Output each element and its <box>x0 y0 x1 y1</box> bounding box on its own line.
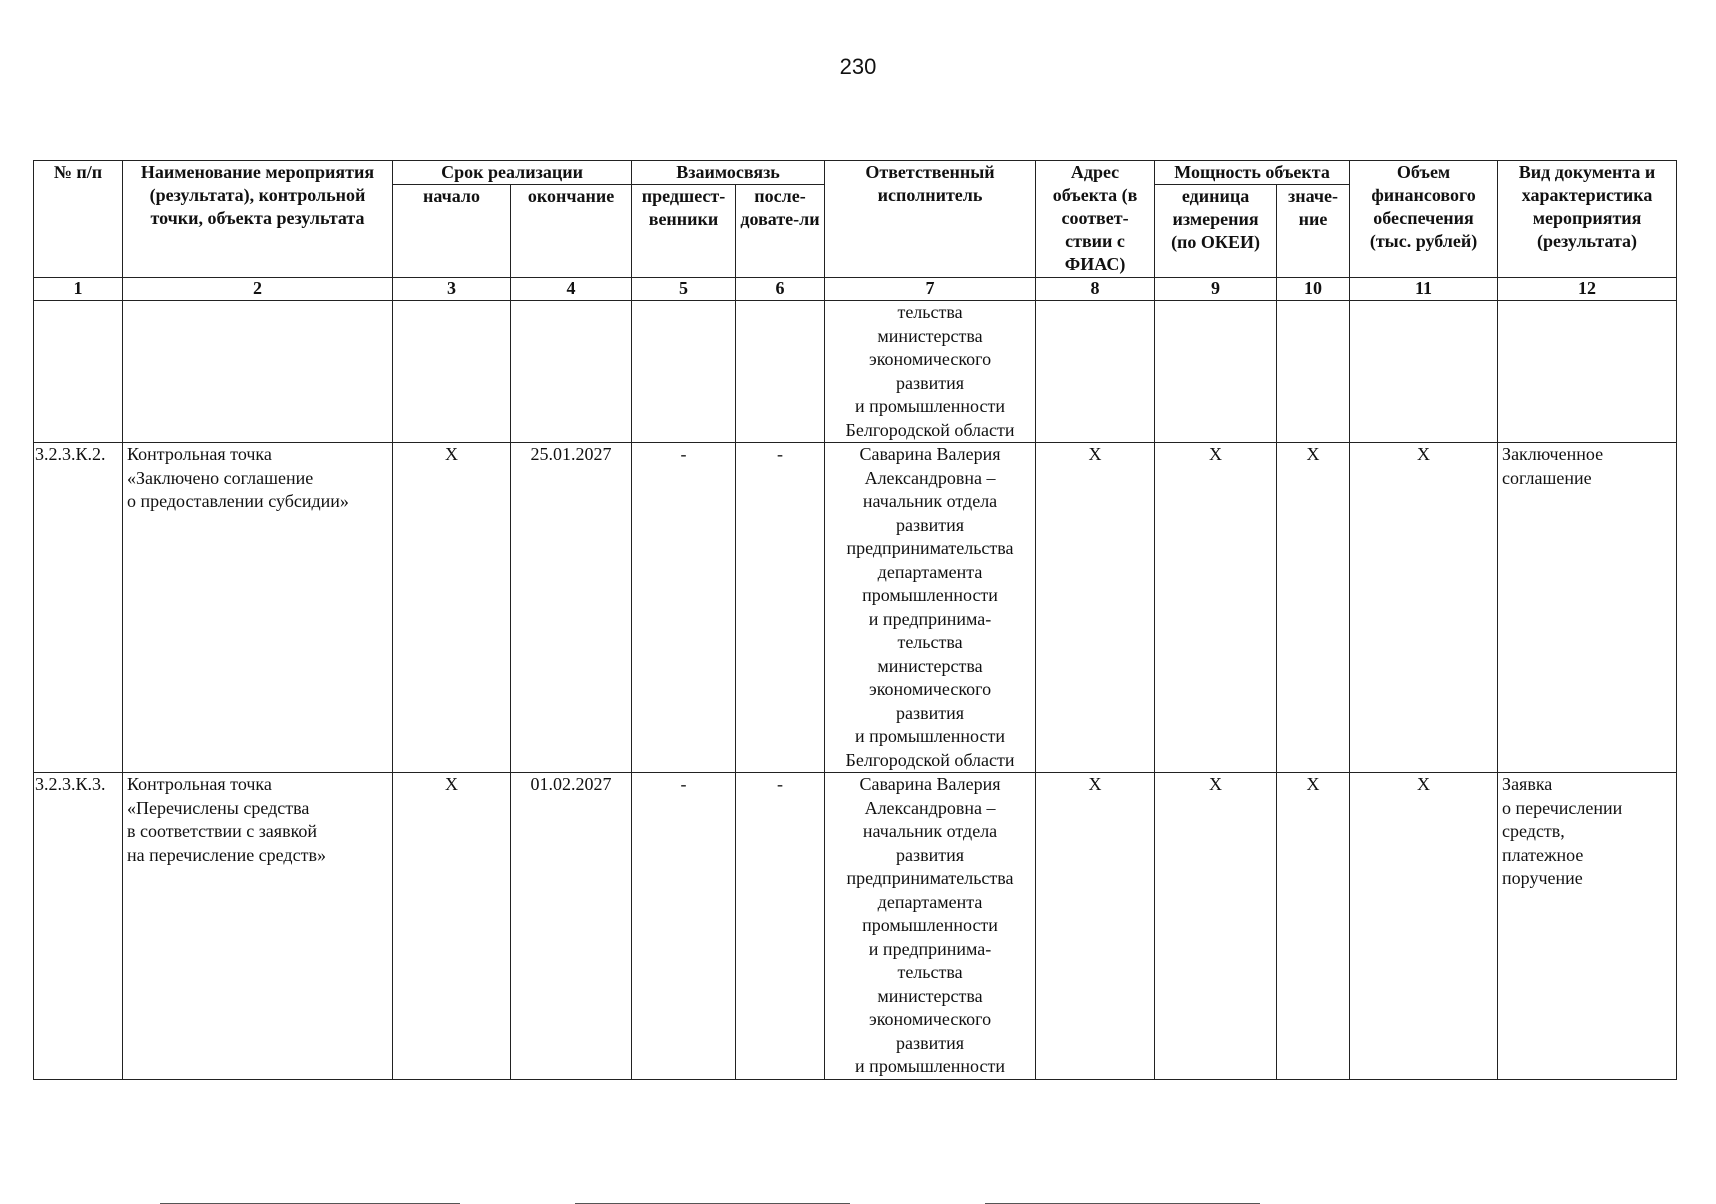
header-term-end: окончание <box>511 185 632 278</box>
column-number: 3 <box>393 278 511 301</box>
cell-unit <box>1155 301 1277 443</box>
column-number: 4 <box>511 278 632 301</box>
header-capacity-group: Мощность объекта <box>1155 161 1350 185</box>
cell-responsible: тельства министерства экономического развития и промышленности Белгородской области <box>825 301 1036 443</box>
column-number: 5 <box>632 278 736 301</box>
table-row <box>34 773 1677 1080</box>
header-funding: Объем финансового обеспечения (тыс. рублей) <box>1350 161 1498 278</box>
cell-next <box>736 301 825 443</box>
cell-name: Контрольная точка «Заключено соглашение о предоставлении субсидии» <box>123 443 393 773</box>
cell-end <box>511 301 632 443</box>
cell-funding: Х <box>1350 443 1498 773</box>
header-num: № п/п <box>34 161 123 278</box>
table-body <box>34 301 1677 1080</box>
plan-table <box>33 160 1677 1080</box>
header-term-start: начало <box>393 185 511 278</box>
column-number: 12 <box>1498 278 1677 301</box>
column-number: 6 <box>736 278 825 301</box>
cell-prev <box>632 301 736 443</box>
cell-responsible: Саварина Валерия Александровна – начальник отдела развития предпринимательства департамента промышленности и предпринима- тельства министерства экономического развития и промышленности Белгородской области <box>825 443 1036 773</box>
cell-next: - <box>736 773 825 1080</box>
column-number: 2 <box>123 278 393 301</box>
cell-value <box>1277 301 1350 443</box>
header-link-prev: предшест-венники <box>632 185 736 278</box>
cell-address: Х <box>1036 443 1155 773</box>
cell-num: 3.2.3.К.3. <box>34 773 123 1080</box>
header-link-group: Взаимосвязь <box>632 161 825 185</box>
cell-name <box>123 301 393 443</box>
column-number-row <box>34 278 1677 301</box>
cell-start <box>393 301 511 443</box>
header-capacity-unit: единица измерения (по ОКЕИ) <box>1155 185 1277 278</box>
cell-end: 25.01.2027 <box>511 443 632 773</box>
page-number: 230 <box>839 54 877 79</box>
header-term-group: Срок реализации <box>393 161 632 185</box>
cell-doc <box>1498 301 1677 443</box>
column-number: 1 <box>34 278 123 301</box>
header-name: Наименование мероприятия (результата), контрольной точки, объекта результата <box>123 161 393 278</box>
column-number: 9 <box>1155 278 1277 301</box>
cell-address: Х <box>1036 773 1155 1080</box>
cell-unit: Х <box>1155 773 1277 1080</box>
column-number: 7 <box>825 278 1036 301</box>
header-doc-type: Вид документа и характеристика мероприятия (результата) <box>1498 161 1677 278</box>
header-link-next: после-довате-ли <box>736 185 825 278</box>
header-address: Адрес объекта (в соответ-ствии с ФИАС) <box>1036 161 1155 278</box>
header-capacity-value: значе-ние <box>1277 185 1350 278</box>
cell-doc: Заключенное соглашение <box>1498 443 1677 773</box>
cell-start: Х <box>393 773 511 1080</box>
cell-value: Х <box>1277 443 1350 773</box>
cell-address <box>1036 301 1155 443</box>
cell-next: - <box>736 443 825 773</box>
cell-end: 01.02.2027 <box>511 773 632 1080</box>
cell-doc: Заявка о перечислении средств, платежное поручение <box>1498 773 1677 1080</box>
header-responsible: Ответственный исполнитель <box>825 161 1036 278</box>
cell-funding: Х <box>1350 773 1498 1080</box>
cell-start: Х <box>393 443 511 773</box>
cell-value: Х <box>1277 773 1350 1080</box>
cell-num <box>34 301 123 443</box>
cell-responsible: Саварина Валерия Александровна – начальник отдела развития предпринимательства департамента промышленности и предпринима- тельства министерства экономического развития и промышленности <box>825 773 1036 1080</box>
table-row <box>34 301 1677 443</box>
column-number: 10 <box>1277 278 1350 301</box>
cell-funding <box>1350 301 1498 443</box>
column-number: 11 <box>1350 278 1498 301</box>
cell-prev: - <box>632 443 736 773</box>
cell-num: 3.2.3.К.2. <box>34 443 123 773</box>
cell-unit: Х <box>1155 443 1277 773</box>
cell-name: Контрольная точка «Перечислены средства в соответствии с заявкой на перечисление средств» <box>123 773 393 1080</box>
table-header <box>34 161 1677 301</box>
column-number: 8 <box>1036 278 1155 301</box>
cell-prev: - <box>632 773 736 1080</box>
table-row <box>34 443 1677 773</box>
